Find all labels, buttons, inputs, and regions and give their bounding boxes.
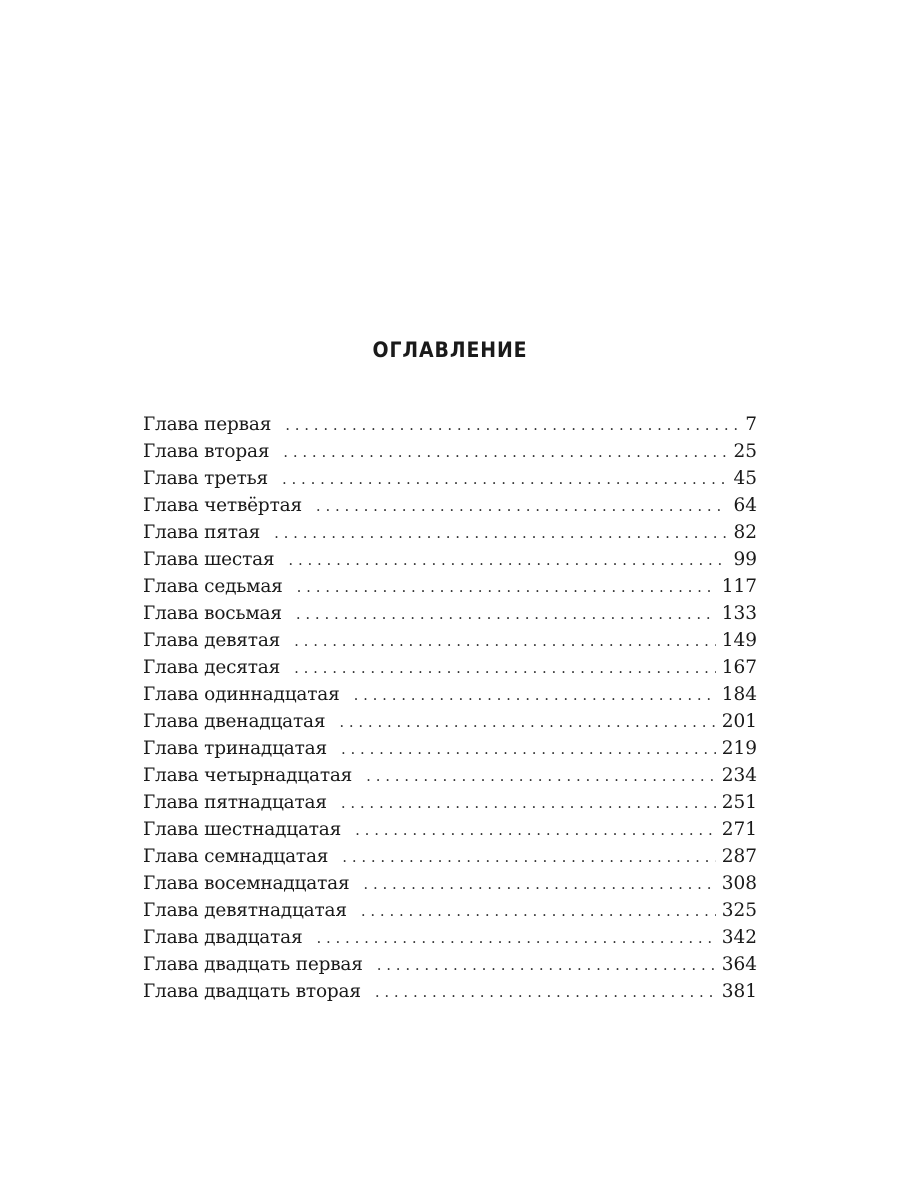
- toc-page-number: 234: [721, 765, 757, 786]
- toc-dot-leader: [294, 655, 716, 682]
- toc-dot-leader: [375, 979, 716, 1006]
- toc-title: ОГЛАВЛЕНИЕ: [372, 338, 528, 362]
- toc-page-number: 325: [721, 900, 757, 921]
- toc-dot-leader: [283, 439, 727, 466]
- toc-entry[interactable]: [143, 897, 757, 924]
- toc-page-number: 149: [721, 630, 757, 651]
- toc-dot-leader: [294, 628, 716, 655]
- toc-entry[interactable]: [143, 600, 757, 627]
- toc-entry[interactable]: [143, 762, 757, 789]
- toc-chapter-title: Глава третья: [143, 468, 268, 489]
- toc-page-number: 117: [721, 576, 757, 597]
- toc-page-number: 201: [721, 711, 757, 732]
- toc-page-number: 251: [721, 792, 757, 813]
- toc-dot-leader: [316, 493, 728, 520]
- toc-dot-leader: [274, 520, 727, 547]
- toc-chapter-title: Глава пятая: [143, 522, 261, 543]
- toc-page-number: 308: [721, 873, 757, 894]
- toc-entry[interactable]: [143, 978, 757, 1005]
- toc-entry[interactable]: [143, 411, 757, 438]
- toc-dot-leader: [282, 466, 727, 493]
- toc-dot-leader: [366, 763, 716, 790]
- toc-chapter-title: Глава девятая: [143, 630, 281, 651]
- toc-chapter-title: Глава шестнадцатая: [143, 819, 342, 840]
- toc-entry[interactable]: [143, 654, 757, 681]
- toc-dot-leader: [377, 952, 716, 979]
- toc-dot-leader: [285, 412, 739, 439]
- toc-entry[interactable]: [143, 519, 757, 546]
- toc-chapter-title: Глава восемнадцатая: [143, 873, 350, 894]
- toc-chapter-title: Глава десятая: [143, 657, 281, 678]
- toc-dot-leader: [316, 925, 715, 952]
- toc-entry[interactable]: [143, 708, 757, 735]
- toc-chapter-title: Глава двенадцатая: [143, 711, 326, 732]
- toc-chapter-title: Глава двадцать первая: [143, 954, 363, 975]
- toc-page-number: 287: [721, 846, 757, 867]
- toc-chapter-title: Глава двадцатая: [143, 927, 303, 948]
- toc-page-number: 219: [721, 738, 757, 759]
- toc-dot-leader: [355, 817, 716, 844]
- toc-dot-leader: [341, 736, 716, 763]
- toc-dot-leader: [354, 682, 716, 709]
- toc-page-number: 45: [733, 468, 757, 489]
- toc-entry[interactable]: [143, 546, 757, 573]
- toc-chapter-title: Глава девятнадцатая: [143, 900, 347, 921]
- toc-dot-leader: [363, 871, 715, 898]
- toc-dot-leader: [341, 790, 716, 817]
- toc-entry[interactable]: [143, 438, 757, 465]
- toc-page-number: 99: [733, 549, 757, 570]
- toc-dot-leader: [342, 844, 715, 871]
- toc-entry[interactable]: [143, 843, 757, 870]
- toc-entry[interactable]: [143, 816, 757, 843]
- toc-page-number: 184: [721, 684, 757, 705]
- toc-chapter-title: Глава вторая: [143, 441, 270, 462]
- toc-dot-leader: [288, 547, 727, 574]
- toc-page-number: 271: [721, 819, 757, 840]
- toc-entry[interactable]: [143, 681, 757, 708]
- toc-entry[interactable]: [143, 951, 757, 978]
- toc-page-number: 82: [733, 522, 757, 543]
- toc-page-number: 64: [733, 495, 757, 516]
- toc-entry[interactable]: [143, 870, 757, 897]
- toc-chapter-title: Глава тринадцатая: [143, 738, 327, 759]
- toc-page-number: 167: [721, 657, 757, 678]
- toc-entry[interactable]: [143, 465, 757, 492]
- toc-chapter-title: Глава двадцать вторая: [143, 981, 361, 1002]
- toc-dot-leader: [297, 574, 716, 601]
- toc-page-number: 381: [721, 981, 757, 1002]
- toc-page-number: 7: [745, 414, 757, 435]
- toc-chapter-title: Глава четвёртая: [143, 495, 302, 516]
- toc-chapter-title: Глава семнадцатая: [143, 846, 329, 867]
- toc-page-number: 342: [721, 927, 757, 948]
- toc-entry[interactable]: [143, 735, 757, 762]
- toc-chapter-title: Глава первая: [143, 414, 272, 435]
- toc-dot-leader: [361, 898, 716, 925]
- toc-chapter-title: Глава восьмая: [143, 603, 282, 624]
- toc-entry[interactable]: [143, 627, 757, 654]
- toc-page-number: 364: [721, 954, 757, 975]
- table-of-contents: [143, 411, 757, 1005]
- toc-chapter-title: Глава одиннадцатая: [143, 684, 340, 705]
- toc-chapter-title: Глава пятнадцатая: [143, 792, 327, 813]
- toc-entry[interactable]: [143, 924, 757, 951]
- toc-page-number: 25: [733, 441, 757, 462]
- toc-entry[interactable]: [143, 789, 757, 816]
- toc-chapter-title: Глава четырнадцатая: [143, 765, 353, 786]
- toc-dot-leader: [339, 709, 715, 736]
- toc-page-number: 133: [721, 603, 757, 624]
- toc-chapter-title: Глава шестая: [143, 549, 275, 570]
- toc-entry[interactable]: [143, 492, 757, 519]
- toc-chapter-title: Глава седьмая: [143, 576, 283, 597]
- toc-dot-leader: [296, 601, 716, 628]
- toc-entry[interactable]: [143, 573, 757, 600]
